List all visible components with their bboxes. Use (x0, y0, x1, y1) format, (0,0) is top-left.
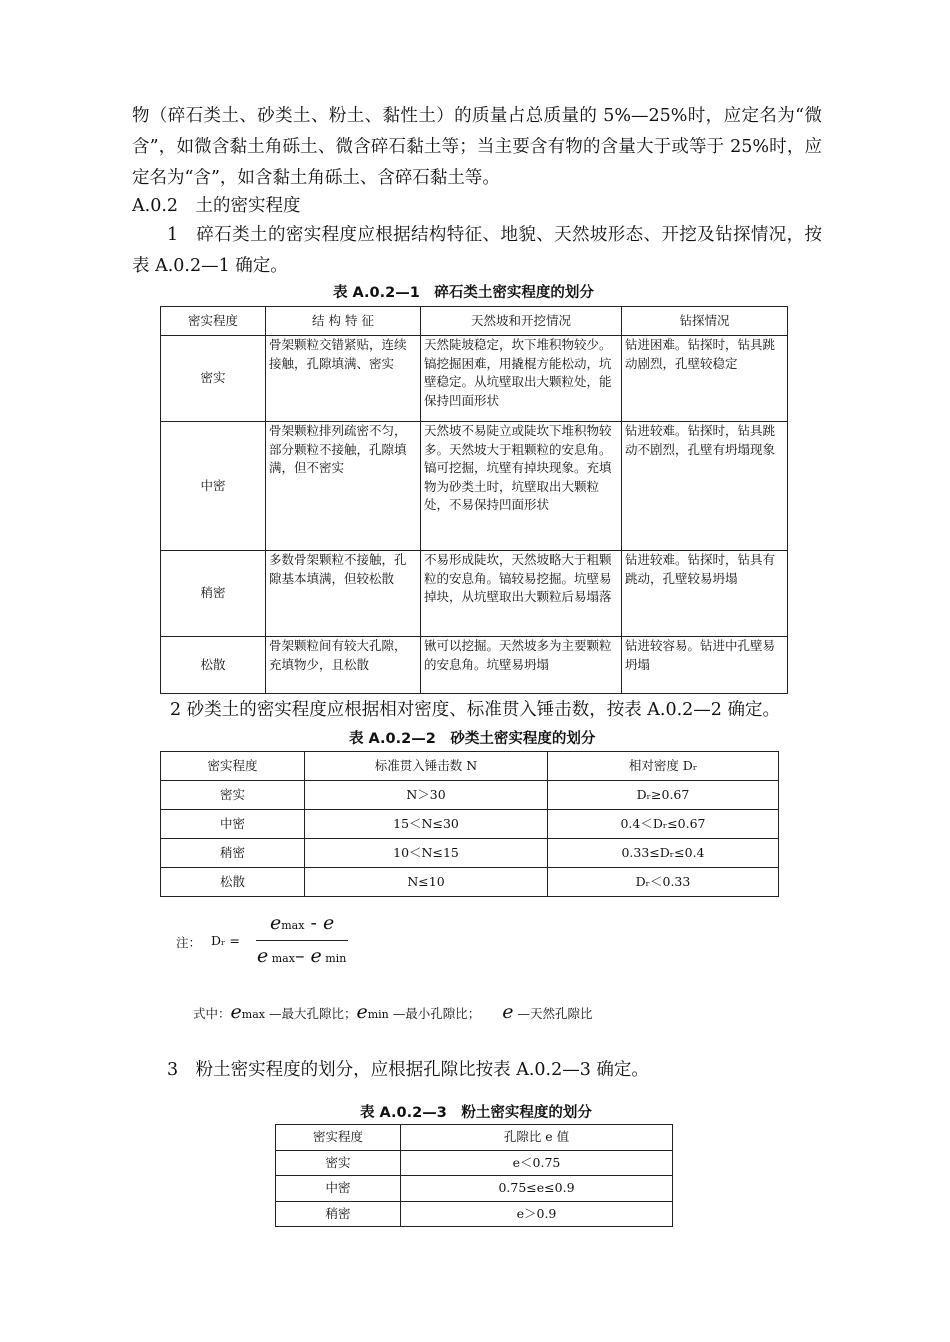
table-cell: 骨架颗粒交错紧贴，连续接触，孔隙填满、密实 (266, 336, 421, 422)
table-row (161, 810, 779, 839)
table-cell: 稍密 (161, 839, 305, 868)
section-heading: A.0.2 土的密实程度 (132, 196, 301, 216)
table-row (276, 1150, 673, 1176)
table-row (276, 1201, 673, 1227)
table-cell: 0.33≤Dᵣ≤0.4 (548, 839, 779, 868)
table-cell: N＞30 (305, 781, 548, 810)
table-cell: 0.75≤e≤0.9 (401, 1176, 673, 1202)
table-cell: 中密 (161, 810, 305, 839)
table-row (276, 1176, 673, 1202)
table-cell: 15＜N≤30 (305, 810, 548, 839)
table-cell: 钻进较难。钻探时，钻具跳动不剧烈，孔壁有坍塌现象 (622, 422, 788, 551)
table-row (161, 868, 779, 897)
table1-caption: 表 A.0.2—1 碎石类土密实程度的划分 (333, 285, 594, 301)
table3-caption: 表 A.0.2—3 粉土密实程度的划分 (360, 1105, 592, 1121)
column-header: 密实程度 (276, 1125, 401, 1151)
table-row (161, 422, 788, 551)
table-cell: e＜0.75 (401, 1150, 673, 1176)
table-cell: 松散 (161, 868, 305, 897)
formula-lhs: Dᵣ = (211, 933, 240, 948)
table-cell: 天然陡坡稳定，坎下堆积物较少。镐挖掘困难，用撬棍方能松动，坑壁稳定。从坑壁取出大颗粒处，能保持凹面形状 (421, 336, 622, 422)
table-cell: 锹可以挖掘。天然坡多为主要颗粒的安息角。坑壁易坍塌 (421, 637, 622, 694)
intro-paragraph: 物（碎石类土、砂类土、粉土、黏性土）的质量占总质量的 5%—25%时，应定名为“微含”，如微含黏土角砾土、微含碎石黏土等；当主要含有物的含量大于或等于 25%时，应定名为“含”，如含黏土角砾土、含碎石黏土等。 (132, 106, 822, 188)
table-row (161, 637, 788, 694)
table-row (161, 336, 788, 422)
table-cell: 不易形成陡坎，天然坡略大于粗颗粒的安息角。镐较易挖掘。坑壁易掉块，从坑壁取出大颗粒后易塌落 (421, 551, 622, 637)
table-cell: 多数骨架颗粒不接触，孔隙基本填满，但较松散 (266, 551, 421, 637)
table-cell: 密实 (161, 336, 266, 422)
table-header-row (161, 307, 788, 336)
table-cell: 钻进较容易。钻进中孔壁易坍塌 (622, 637, 788, 694)
table-row (161, 781, 779, 810)
table-cell: Dᵣ≥0.67 (548, 781, 779, 810)
fraction-bar (256, 940, 348, 941)
table-row (161, 839, 779, 868)
table-header-row (161, 752, 779, 781)
formula-numerator: emax - e (270, 912, 335, 934)
table-cell: 0.4＜Dᵣ≤0.67 (548, 810, 779, 839)
table-cell: 稍密 (276, 1201, 401, 1227)
table-gravel-density (160, 306, 788, 694)
column-header: 相对密度 Dᵣ (548, 752, 779, 781)
column-header: 天然坡和开挖情况 (421, 307, 622, 336)
table-cell: 松散 (161, 637, 266, 694)
table-cell: 密实 (276, 1150, 401, 1176)
column-header: 孔隙比 e 值 (401, 1125, 673, 1151)
item1-paragraph: 1 碎石类土的密实程度应根据结构特征、地貌、天然坡形态、开挖及钻探情况，按表 A.0.2—1 确定。 (132, 225, 822, 276)
table-cell: N≤10 (305, 868, 548, 897)
table-cell: 稍密 (161, 551, 266, 637)
table-sand-density (160, 751, 779, 897)
table-cell: 中密 (276, 1176, 401, 1202)
table-cell: 密实 (161, 781, 305, 810)
table-cell: 骨架颗粒间有较大孔隙，充填物少，且松散 (266, 637, 421, 694)
table-cell: Dᵣ＜0.33 (548, 868, 779, 897)
column-header: 钻探情况 (622, 307, 788, 336)
column-header: 密实程度 (161, 752, 305, 781)
table2-caption: 表 A.0.2—2 砂类土密实程度的划分 (349, 731, 596, 747)
table-cell: 10＜N≤15 (305, 839, 548, 868)
table-header-row (276, 1125, 673, 1151)
item2-paragraph: 2 砂类土的密实程度应根据相对密度、标准贯入锤击数，按表 A.0.2—2 确定。 (170, 700, 780, 720)
table-cell: 骨架颗粒排列疏密不匀，部分颗粒不接触，孔隙填满，但不密实 (266, 422, 421, 551)
variable-definitions: 式中：emax —最大孔隙比；emin —最小孔隙比； e —天然孔隙比 (193, 1001, 593, 1023)
note-label: 注： (176, 935, 202, 950)
formula-denominator: e max– e min (257, 945, 347, 967)
table-cell: 钻进困难。钻探时，钻具跳动剧烈，孔壁较稳定 (622, 336, 788, 422)
table-cell: 天然坡不易陡立或陡坎下堆积物较多。天然坡大于粗颗粒的安息角。镐可挖掘，坑壁有掉块现象。充填物为砂类土时，坑壁取出大颗粒处，不易保持凹面形状 (421, 422, 622, 551)
column-header: 结 构 特 征 (266, 307, 421, 336)
table-cell: 钻进较难。钻探时，钻具有跳动，孔壁较易坍塌 (622, 551, 788, 637)
table-cell: 中密 (161, 422, 266, 551)
column-header: 标准贯入锤击数 N (305, 752, 548, 781)
table-row (161, 551, 788, 637)
table-cell: e＞0.9 (401, 1201, 673, 1227)
table-silt-density (275, 1124, 673, 1227)
column-header: 密实程度 (161, 307, 266, 336)
item3-paragraph: 3 粉土密实程度的划分，应根据孔隙比按表 A.0.2—3 确定。 (167, 1060, 649, 1080)
